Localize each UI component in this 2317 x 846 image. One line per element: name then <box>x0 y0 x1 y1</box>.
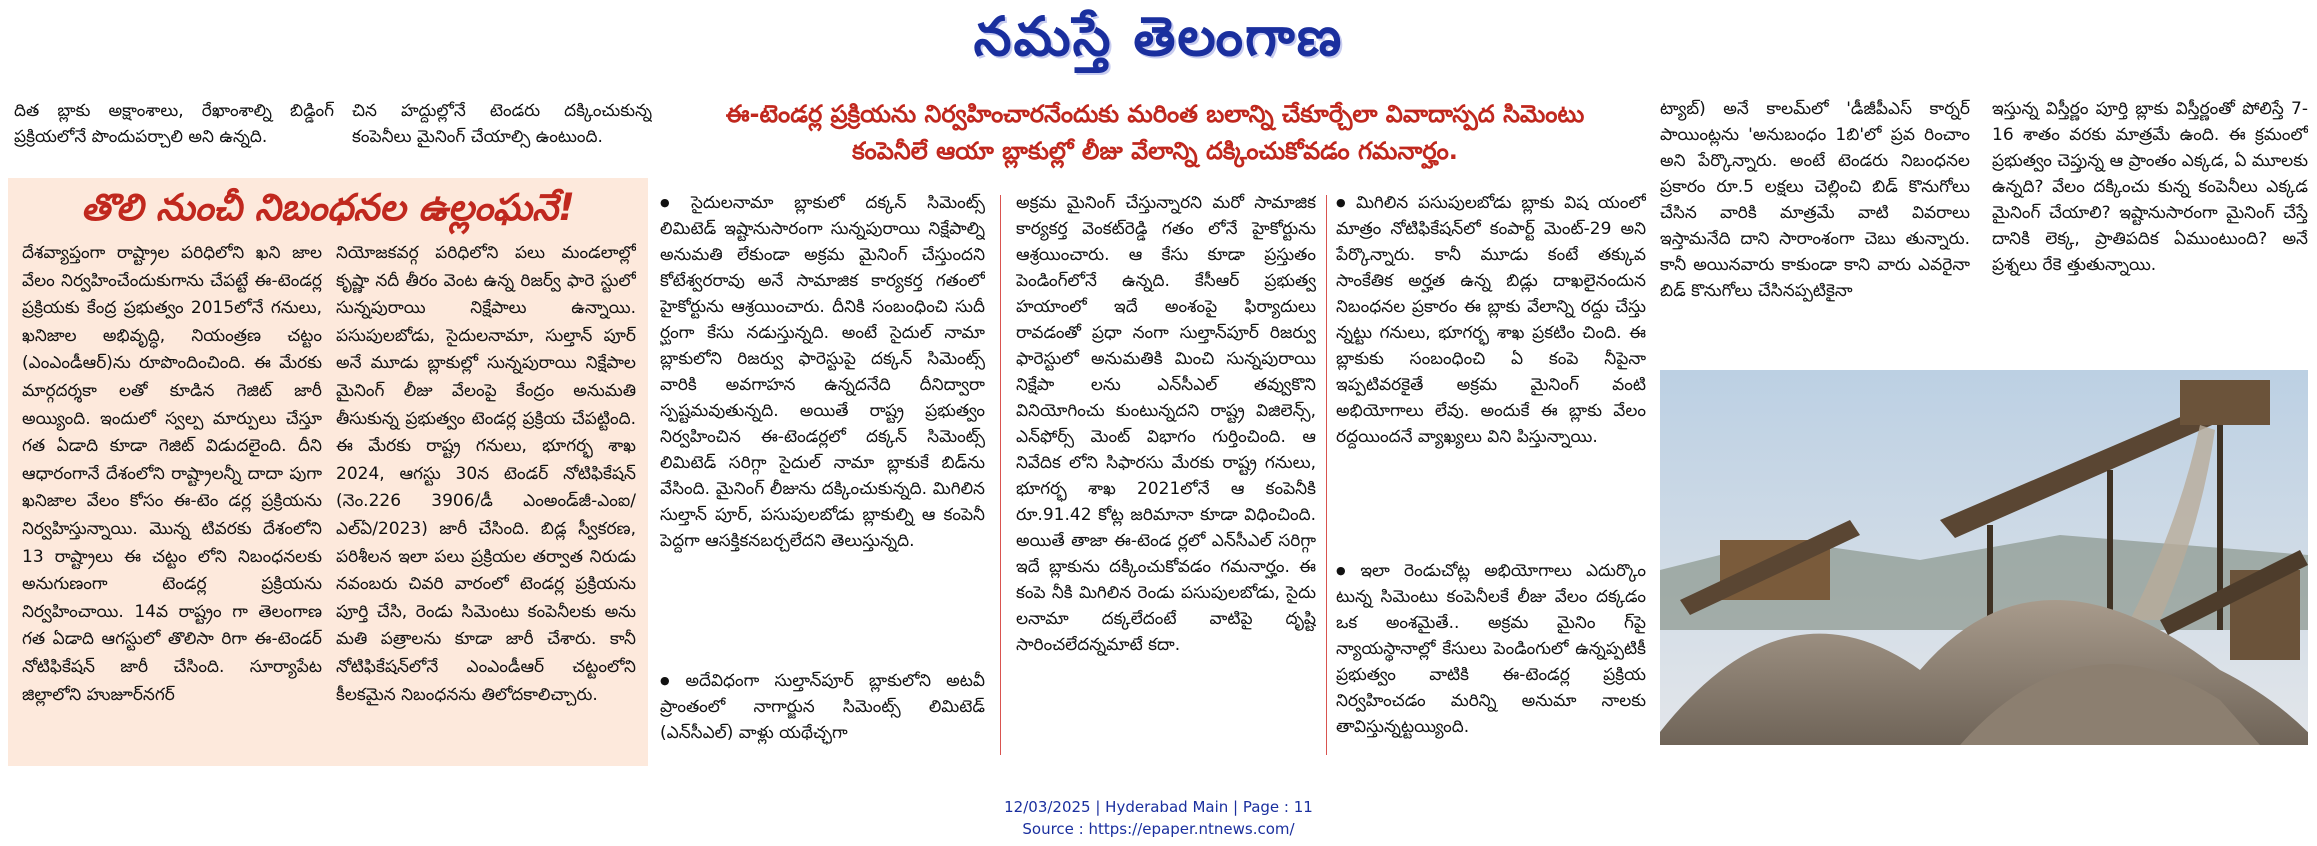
top-left-col1: దిత బ్లాకు అక్షాంశాలు, రేఖాంశాల్ని బిడ్డింగ్ ప్రక్రియలోనే పొందుపర్చాలి అని ఉన్నది. <box>14 101 334 147</box>
bullet-marker <box>660 193 691 213</box>
column-divider <box>1000 195 1001 755</box>
bullet-marker <box>1336 193 1356 213</box>
sidebar-col2: నియోజకవర్గ పరిధిలోని పలు మండలాల్లో కృష్ణా నదీ తీరం వెంట ఉన్న రిజర్వ్ ఫారె స్టులో సున్నపురాయి నిక్షేపాలు ఉన్నాయి. పసుపులబోడు, సైదులనామా, సుల్తాన్ పూర్ అనే మూడు బ్లాకుల్లో సున్నపురాయి నిక్షేపాల మైనింగ్ లీజు వేలంపై కేంద్రం అనుమతి తీసుకున్న ప్రభుత్వం టెండర్ల ప్రక్రియ చేపట్టింది. ఈ మేరకు రాష్ట్ర గనులు, భూగర్భ శాఖ 2024, ఆగస్టు 30న టెండర్ నోటిఫికేషన్ (నెం.226 3906/డీ ఎంఅండ్‌జీ-ఎంఐ/ఎల్‌ఏ/2023) జారీ చేసింది. బిడ్ల స్వీకరణ, పరిశీలన ఇలా పలు ప్రక్రియల తర్వాత నిరుడు నవంబరు చివరి వారంలో టెండర్ల ప్రక్రియను పూర్తి చేసి, రెండు సిమెంటు కంపెనీలకు అను మతి పత్రాలను కూడా జారీ చేశారు. కానీ నోటిఫికేషన్‌లోనే ఎంఎండీఆర్ చట్టంలోని కీలకమైన నిబంధనను తిలోదకాలిచ్చారు. <box>336 243 636 705</box>
article-col3b-text: ఇలా రెండుచోట్ల అభియోగాలు ఎదుర్కొం టున్న సిమెంటు కంపెనీలకే లీజు వేలం దక్కడం ఒక అంశమైతే.. అక్రమ మైనిం గ్‌పై న్యాయస్థానాల్లో కేసులు పెండింగులో ఉన్నప్పటికీ ప్రభుత్వం వాటికి ఈ-టెండర్ల ప్రక్రియ నిర్వహించడం మరిన్ని అనుమా నాలకు తావిస్తున్నట్టయ్యింది. <box>1336 561 1646 737</box>
stone-crusher-photo <box>1660 370 2308 745</box>
article-col1b <box>660 668 985 768</box>
bullet-marker <box>1336 561 1360 581</box>
article-col3a-text: మిగిలిన పసుపులబోడు బ్లాకు విష యంలో మాత్రం నోటిఫికేషన్‌లో కంపార్ట్ మెంట్-29 అని పేర్కొన్నారు. కానీ మూడు కంటే తక్కువ సాంకేతిక అర్హత ఉన్న బిడ్లు దాఖలైనందున నిబంధనల ప్రకారం ఈ బ్లాకు వేలాన్ని రద్దు చేస్తు న్నట్టు గనులు, భూగర్భ శాఖ ప్రకటిం చింది. ఈ బ్లాకుకు సంబంధించి ఏ కంపె నీపైనా ఇప్పటివరకైతే అక్రమ మైనింగ్ వంటి అభియోగాలు లేవు. అందుకే ఈ బ్లాకు వేలం రద్దయిందనే వ్యాఖ్యలు విని పిస్తున్నాయి. <box>1336 193 1646 447</box>
article-col1a <box>660 190 985 660</box>
article-col3a <box>1336 190 1646 530</box>
footer-source-link[interactable]: Source : https://epaper.ntnews.com/ <box>1022 820 1295 838</box>
column-divider <box>1326 195 1327 755</box>
article-col5: ఇస్తున్న విస్తీర్ణం పూర్తి బ్లాకు విస్తీర్ణంతో పోలిస్తే 7-16 శాతం వరకు మాత్రమే ఉంది. ఈ క్రమంలో ప్రభుత్వం చెప్తున్న ఆ ప్రాంతం ఎక్కడ, ఏ మూలకు ఉన్నది? వేలం దక్కించు కున్న కంపెనీలు ఎక్కడ మైనింగ్ చేయాలి? ఇష్టానుసారంగా మైనింగ్ చేస్తే దానికి లెక్క, ప్రాతిపదిక ఏముంటుంది? అనే ప్రశ్నలు రేకె త్తుతున్నాయి. <box>1992 99 2308 275</box>
article-col3b <box>1336 558 1646 758</box>
top-left-col2: చిన హద్దుల్లోనే టెండరు దక్కించుకున్న కంపెనీలు మైనింగ్ చేయాల్సి ఉంటుంది. <box>352 101 652 147</box>
sidebar-title: తొలి నుంచీ నిబంధనల ఉల్లంఘనే! <box>81 186 575 229</box>
sidebar-col1: దేశవ్యాప్తంగా రాష్ట్రాల పరిధిలోని ఖని జాల వేలం నిర్వహించేందుకుగాను చేపట్టే ఈ-టెండర్ల ప్రక్రియకు కేంద్ర ప్రభుత్వం 2015లోనే గనులు, ఖనిజాల అభివృద్ధి, నియంత్రణ చట్టం (ఎంఎండీఆర్)ను రూపొందించింది. ఈ మేరకు మార్గదర్శకా లతో కూడిన గెజిట్ జారీ అయ్యింది. ఇందులో స్వల్ప మార్పులు చేస్తూ గత ఏడాది కూడా గెజిట్ విడుదలైంది. దీని ఆధారంగానే దేశంలోని రాష్ట్రాలన్నీ దాదా పుగా ఖనిజాల వేలం కోసం ఈ-టెం డర్ల ప్రక్రియను నిర్వహిస్తున్నాయి. మొన్న టివరకు దేశంలోని 13 రాష్ట్రాలు ఈ చట్టం లోని నిబంధనలకు అనుగుణంగా టెండర్ల ప్రక్రియను నిర్వహించాయి. 14వ రాష్ట్రం గా తెలంగాణ గత ఏడాది ఆగస్టులో తొలిసా రిగా ఈ-టెండర్ నోటిఫికేషన్ జారీ చేసింది. సూర్యాపేట జిల్లాలోని హుజూర్‌నగర్ <box>22 243 322 705</box>
article-headline: ఈ-టెండర్ల ప్రక్రియను నిర్వహించారనేందుకు మరింత బలాన్ని చేకూర్చేలా వివాదాస్పద సిమెంటు కంపెనీలే ఆయా బ్లాకుల్లో లీజు వేలాన్ని దక్కించుకోవడం గమనార్హం. <box>725 100 1585 165</box>
footer-date-page: 12/03/2025 | Hyderabad Main | Page : 11 <box>1004 798 1313 816</box>
article-col2: అక్రమ మైనింగ్ చేస్తున్నారని మరో సామాజిక కార్యకర్త వెంకట్‌రెడ్డి గతం లోనే హైకోర్టును ఆశ్రయించారు. ఆ కేసు కూడా ప్రస్తుతం పెండింగ్‌లోనే ఉన్నది. కేసీఆర్ ప్రభుత్వ హయాంలో ఇదే అంశంపై ఫిర్యాదులు రావడంతో ప్రధా నంగా సుల్తాన్‌పూర్ రిజర్వు ఫారెస్టులో అనుమతికి మించి సున్నపురాయి నిక్షేపా లను ఎన్‌సీఎల్ తవ్వుకొని వినియోగించు కుంటున్నదని రాష్ట్ర విజిలెన్స్, ఎన్‌ఫోర్స్ మెంట్ విభాగం గుర్తించింది. ఆ నివేదిక లోని సిఫారసు మేరకు రాష్ట్ర గనులు, భూగర్భ శాఖ 2021లోనే ఆ కంపెనీకి రూ.91.42 కోట్ల జరిమానా కూడా విధించింది. అయితే తాజా ఈ-టెండ ర్లలో ఎన్‌సీఎల్ సరిగ్గా ఇదే బ్లాకును దక్కించుకోవడం గమనార్హం. ఈ కంపె నీకి మిగిలిన రెండు పసుపులబోడు, సైదు లనామా దక్కలేదంటే వాటిపై దృష్టి సారించలేదన్నమాటే కదా. <box>1016 193 1316 655</box>
article-col1b-text: అదేవిధంగా సుల్తాన్‌పూర్ బ్లాకులోని అటవీ ప్రాంతంలో నాగార్జున సిమెంట్స్ లిమిటెడ్ (ఎన్‌సీఎల్) వాళ్లు యథేచ్ఛగా <box>660 671 985 743</box>
article-col1a-text: సైదులనామా బ్లాకులో దక్కన్ సిమెంట్స్ లిమిటెడ్ ఇష్టానుసారంగా సున్నపురాయి నిక్షేపాల్ని అనుమతి లేకుండా అక్రమ మైనింగ్ చేస్తుందని కోటేశ్వరరావు అనే సామాజిక కార్యకర్త గతంలో హైకోర్టును ఆశ్రయించారు. దీనికి సంబంధించి సుదీ ర్ఘంగా కేసు నడుస్తున్నది. అంటే సైదుల్ నామా బ్లాకులోని రిజర్వు ఫారెస్టుపై దక్కన్ సిమెంట్స్ వారికి అవగాహన ఉన్నదనేది దీనిద్వారా స్పష్టమవుతున్నది. అయితే రాష్ట్ర ప్రభుత్వం నిర్వహించిన ఈ-టెండర్లలో దక్కన్ సిమెంట్స్ లిమిటెడ్ సరిగ్గా సైదుల్ నామా బ్లాకుకే బిడ్‌ను వేసింది. మైనింగ్ లీజును దక్కించుకున్నది. మిగిలిన సుల్తాన్ పూర్, పసుపులబోడు బ్లాకుల్ని ఆ కంపెనీ పెద్దగా ఆసక్తికనబర్చలేదని తెలుస్తున్నది. <box>660 193 985 551</box>
masthead-logo: నమస్తే తెలంగాణ <box>973 4 1344 68</box>
article-col4: ట్యాబ్) అనే కాలమ్‌లో 'డీజీపీఎస్ కార్నర్ పాయింట్లను 'అనుబంధం 1బి'లో ప్రవ రించాం అని పేర్కొన్నారు. అంటే టెండరు నిబంధనల ప్రకారం రూ.5 లక్షలు చెల్లించి బిడ్ కొనుగోలు చేసిన వారికి మాత్రమే వాటి వివరాలు ఇస్తామనేది దాని సారాంశంగా చెబు తున్నారు. కానీ అయినవారు కాకుండా కాని వారు ఎవరైనా బిడ్ కొనుగోలు చేసినప్పటికైనా <box>1660 99 1970 301</box>
bullet-marker <box>660 671 685 691</box>
